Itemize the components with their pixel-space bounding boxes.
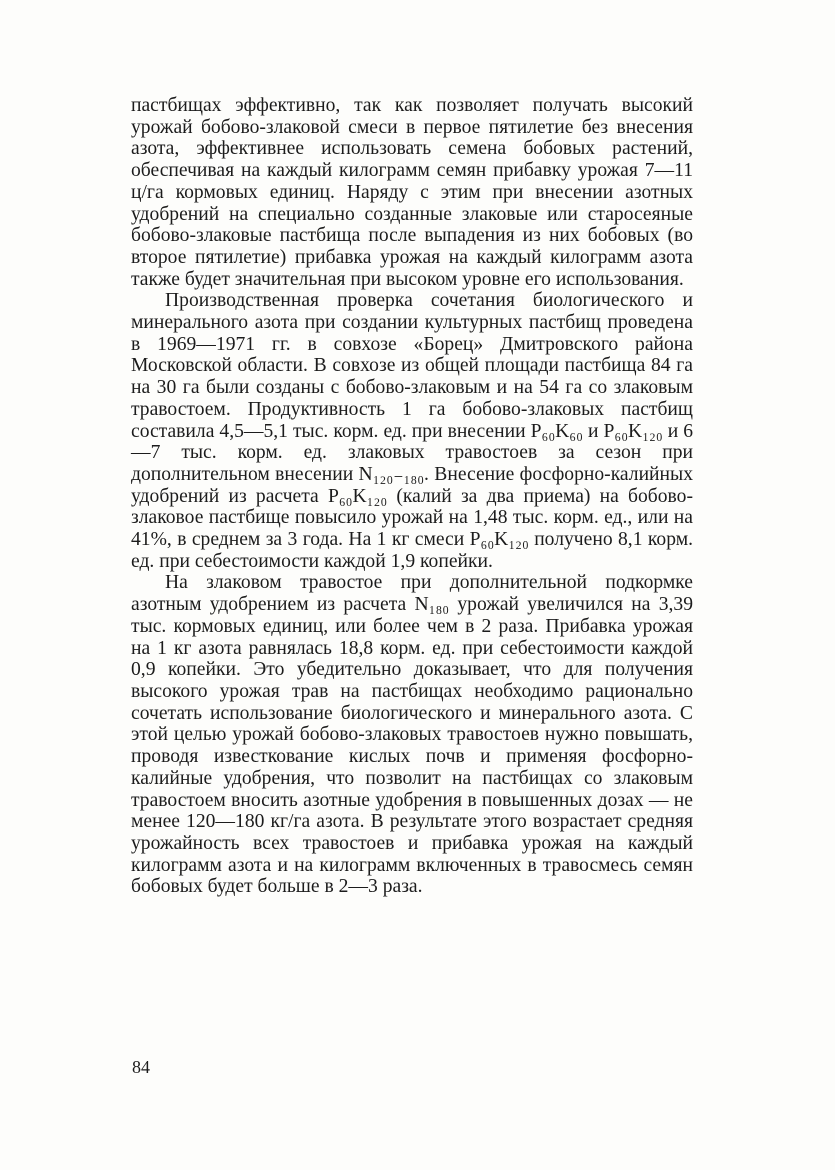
page-number: 84: [132, 1057, 150, 1077]
paragraph-2: Производственная проверка сочетания биологического и минерального азота при создании культурных пастбищ проведена в 1969—1971 гг. в совхозе «Борец» Дмитровского района Московской области. В совхозе из общей площади пастбища 84 га на 30 га были созданы с бобово-злаковым и на 54 га со злаковым травостоем. Продуктивность 1 га бобово-злаковых пастбищ составила 4,5—5,1 тыс. корм. ед. при внесении P₆₀K₆₀ и P₆₀K₁₂₀ и 6—7 тыс. корм. ед. злаковых травостоев за сезон при дополнительном внесении N₁₂₀₋₁₈₀. Внесение фосфорно-калийных удобрений из расчета P₆₀K₁₂₀ (калий за два приема) на бобово-злаковое пастбище повысило урожай на 1,48 тыс. корм. ед., или на 41%, в среднем за 3 года. На 1 кг смеси P₆₀K₁₂₀ получено 8,1 корм. ед. при себестоимости каждой 1,9 копейки.: [131, 290, 693, 572]
paragraph-1: пастбищах эффективно, так как позволяет получать высокий урожай бобово-злаковой смеси в первое пятилетие без внесения азота, эффективнее использовать семена бобовых растений, обеспечивая на каждый килограмм семян прибавку урожая 7—11 ц/га кормовых единиц. Наряду с этим при внесении азотных удобрений на специально созданные злаковые или старосеяные бобово-злаковые пастбища после выпадения из них бобовых (во второе пятилетие) прибавка урожая на каждый килограмм азота также будет значительная при высоком уровне его использования.: [131, 95, 693, 290]
paragraph-3: На злаковом травостое при дополнительной подкормке азотным удобрением из расчета N₁₈₀ урожай увеличился на 3,39 тыс. кормовых единиц, или более чем в 2 раза. Прибавка урожая на 1 кг азота равнялась 18,8 корм. ед. при себестоимости каждой 0,9 копейки. Это убедительно доказывает, что для получения высокого урожая трав на пастбищах необходимо рационально сочетать использование биологического и минерального азота. С этой целью урожай бобово-злаковых травостоев нужно повышать, проводя известкование кислых почв и применяя фосфорно-калийные удобрения, что позволит на пастбищах со злаковым травостоем вносить азотные удобрения в повышенных дозах — не менее 120—180 кг/га азота. В результате этого возрастает средняя урожайность всех травостоев и прибавка урожая на каждый килограмм азота и на килограмм включенных в травосмесь семян бобовых будет больше в 2—3 раза.: [131, 572, 693, 898]
body-text: [131, 95, 693, 898]
